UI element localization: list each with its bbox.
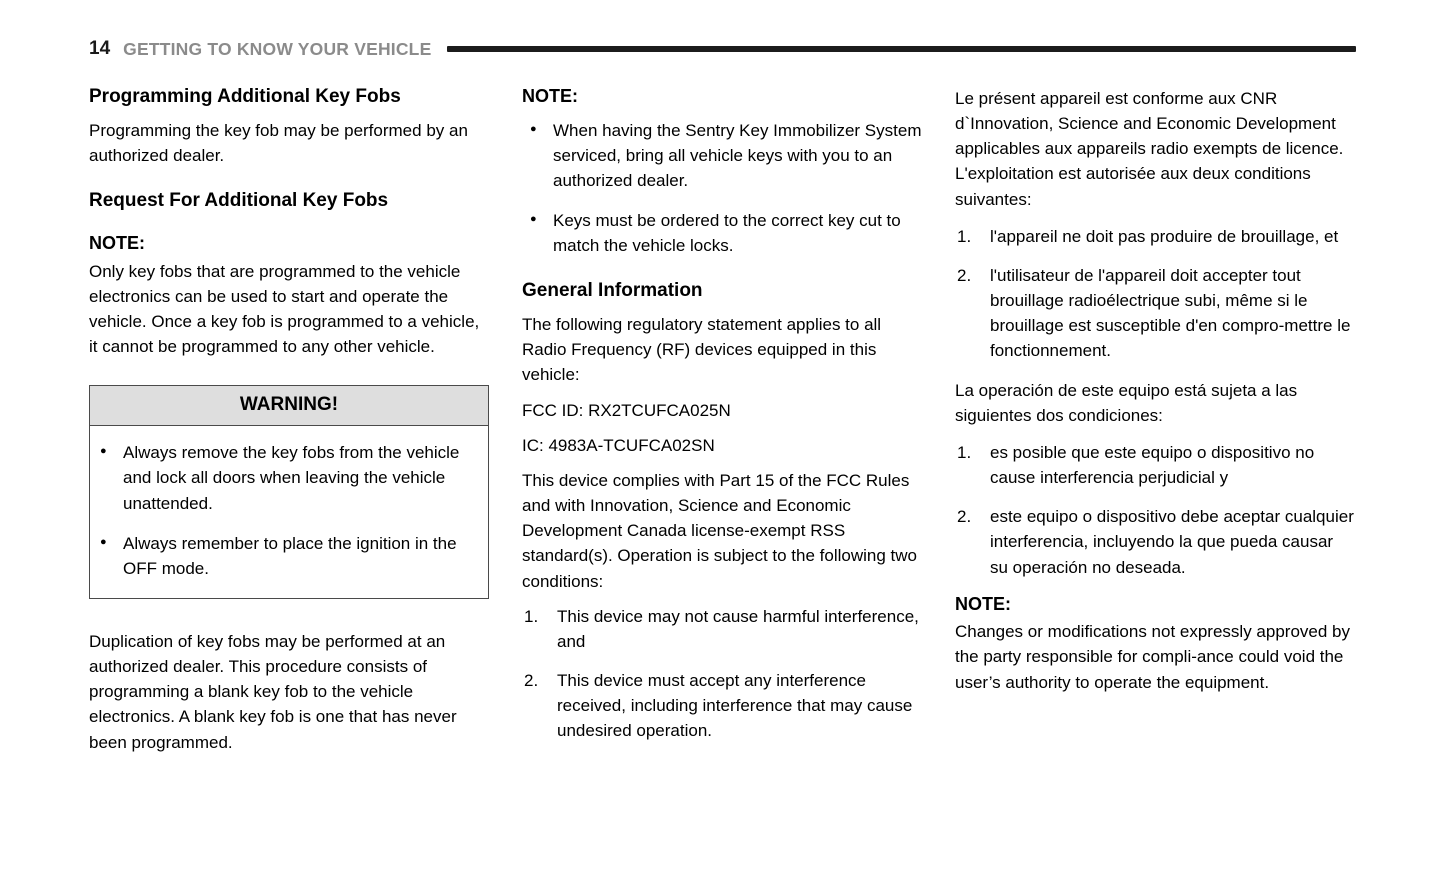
list-item: [955, 263, 1355, 364]
note-text: Changes or modifications not expressly approved by the party responsible for compli-ance could void the user’s authority to operate the equipment.: [955, 622, 1350, 692]
list-item: [955, 440, 1355, 490]
spanish-conditions-list: [955, 440, 1355, 580]
note-text: Only key fobs that are programmed to the vehicle electronics can be used to start and operate the vehicle. Once a key fob is programmed to a vehicle, it cannot be programmed to any other vehicle.: [89, 261, 480, 356]
list-text: este equipo o dispositivo debe aceptar cualquier interferencia, incluyendo la que pueda causar su operación no deseada.: [990, 507, 1354, 577]
list-text: es posible que este equipo o dispositivo no cause interferencia perjudicial y: [990, 442, 1315, 488]
note-label: NOTE:: [955, 593, 1011, 614]
list-text: This device must accept any interference received, including interference that may cause undesired operation.: [557, 671, 913, 741]
column-right: [955, 86, 1355, 765]
paragraph-duplication: Duplication of key fobs may be performed at an authorized dealer. This procedure consists of programming a blank key fob to the vehicle electronics. A blank key fob is one that has never been programmed.: [89, 632, 457, 752]
paragraph-fcc-compliance: This device complies with Part 15 of the FCC Rules and with Innovation, Science and Economic Development Canada license-exempt RSS standard(s). Operation is subject to the following two conditions:: [522, 470, 917, 591]
heading-programming-additional-key-fobs: Programming Additional Key Fobs: [89, 86, 401, 107]
fcc-conditions-list: [522, 604, 922, 744]
note-bullet-item: ● Keys must be ordered to the correct key cut to match the vehicle locks.: [522, 208, 922, 258]
heading-general-information: General Information: [522, 280, 703, 302]
note-label: NOTE:: [522, 86, 578, 106]
french-conditions-list: [955, 224, 1355, 364]
page-number: 14: [89, 38, 111, 59]
list-item: [522, 668, 922, 743]
paragraph-programming: Programming the key fob may be performed by an authorized dealer.: [89, 120, 468, 165]
list-number: 1.: [957, 226, 972, 246]
warning-bullet-item: ● Always remove the key fobs from the vehicle and lock all doors when leaving the vehicle unattended.: [92, 440, 478, 515]
paragraph-regulatory-statement: The following regulatory statement applies to all Radio Frequency (RF) devices equipped in this vehicle:: [522, 315, 882, 385]
list-number: 2.: [957, 265, 972, 285]
ic-id-text: IC: 4983A-TCUFCA02SN: [522, 435, 715, 455]
column-left: [89, 86, 489, 765]
list-number: 2.: [524, 671, 539, 691]
list-number: 1.: [957, 442, 972, 462]
page-header: [89, 38, 1356, 60]
paragraph-french-regulatory: Le présent appareil est conforme aux CNR d`Innovation, Science and Economic Development applicables aux appareils radio exempts de licence. L'exploitation est autorisée aux deux conditions suivantes:: [955, 89, 1344, 209]
list-item: [955, 224, 1355, 249]
list-text: This device may not cause harmful interference, and: [557, 606, 919, 651]
list-number: 1.: [524, 606, 539, 626]
header-rule-divider: [447, 46, 1356, 52]
warning-bullet-item: ● Always remember to place the ignition in the OFF mode.: [92, 531, 478, 581]
list-number: 2.: [957, 507, 972, 527]
warning-box: [89, 385, 489, 599]
fcc-id-text: FCC ID: RX2TCUFCA025N: [522, 400, 731, 420]
section-title: GETTING TO KNOW YOUR VEHICLE: [123, 38, 432, 59]
note-bullet-item: ● When having the Sentry Key Immobilizer System serviced, bring all vehicle keys with you to an authorized dealer.: [522, 118, 922, 193]
list-item: [522, 604, 922, 654]
paragraph-spanish-regulatory: La operación de este equipo está sujeta a las siguientes dos condiciones:: [955, 380, 1298, 425]
list-text: l'appareil ne doit pas produire de brouillage, et: [990, 226, 1339, 246]
warning-body: [90, 426, 488, 598]
warning-title: WARNING!: [90, 386, 488, 426]
content-columns: [89, 86, 1356, 765]
list-text: l'utilisateur de l'appareil doit accepter tout brouillage radioélectrique subi, même si le brouillage est susceptible d'en compro-mettre le fonctionnement.: [990, 265, 1351, 361]
column-middle: [522, 86, 922, 765]
list-item: [955, 504, 1355, 579]
note-label: NOTE:: [89, 232, 145, 253]
heading-request-additional-key-fobs: Request For Additional Key Fobs: [89, 190, 389, 212]
